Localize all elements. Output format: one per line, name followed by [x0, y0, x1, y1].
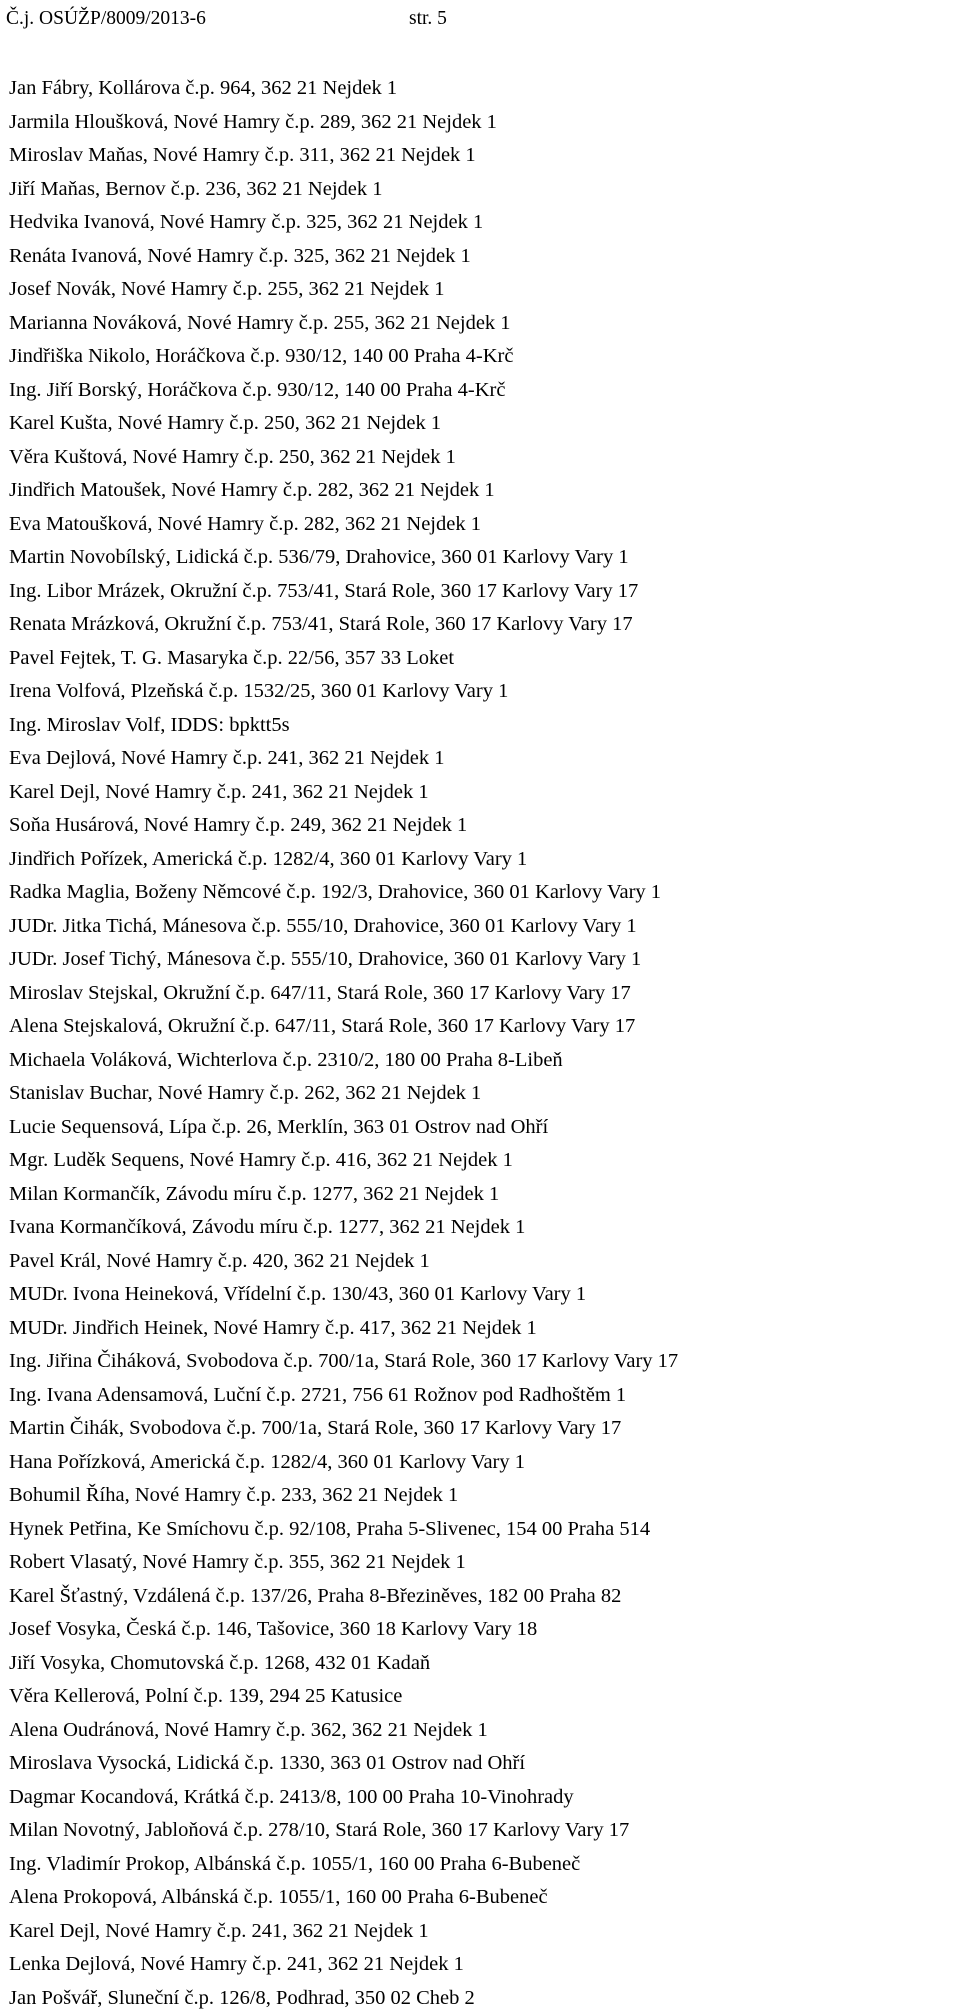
recipient-entry: Alena Prokopová, Albánská č.p. 1055/1, 160 00 Praha 6-Bubeneč [9, 1881, 954, 1915]
recipient-entry: Ivana Kormančíková, Závodu míru č.p. 1277, 362 21 Nejdek 1 [9, 1211, 954, 1245]
recipient-entry: Mgr. Luděk Sequens, Nové Hamry č.p. 416, 362 21 Nejdek 1 [9, 1144, 954, 1178]
recipient-entry: Věra Kellerová, Polní č.p. 139, 294 25 Katusice [9, 1680, 954, 1714]
recipient-entry: Jiří Vosyka, Chomutovská č.p. 1268, 432 01 Kadaň [9, 1647, 954, 1681]
recipient-entry: Ing. Ivana Adensamová, Luční č.p. 2721, 756 61 Rožnov pod Radhoštěm 1 [9, 1379, 954, 1413]
recipient-entry: Jan Pošvář, Sluneční č.p. 126/8, Podhrad, 350 02 Cheb 2 [9, 1982, 954, 2015]
recipient-entry: Lenka Dejlová, Nové Hamry č.p. 241, 362 21 Nejdek 1 [9, 1948, 954, 1982]
recipient-entry: Robert Vlasatý, Nové Hamry č.p. 355, 362 21 Nejdek 1 [9, 1546, 954, 1580]
recipient-entry: Milan Novotný, Jabloňová č.p. 278/10, Stará Role, 360 17 Karlovy Vary 17 [9, 1814, 954, 1848]
recipient-entry: Karel Dejl, Nové Hamry č.p. 241, 362 21 Nejdek 1 [9, 1915, 954, 1949]
recipient-entry: Pavel Král, Nové Hamry č.p. 420, 362 21 Nejdek 1 [9, 1245, 954, 1279]
recipient-entry: Ing. Miroslav Volf, IDDS: bpktt5s [9, 709, 954, 743]
recipient-entry: Milan Kormančík, Závodu míru č.p. 1277, 362 21 Nejdek 1 [9, 1178, 954, 1212]
recipient-entry: Martin Čihák, Svobodova č.p. 700/1a, Stará Role, 360 17 Karlovy Vary 17 [9, 1412, 954, 1446]
recipient-entry: Stanislav Buchar, Nové Hamry č.p. 262, 362 21 Nejdek 1 [9, 1077, 954, 1111]
recipient-entry: Ing. Jiřina Čiháková, Svobodova č.p. 700/1a, Stará Role, 360 17 Karlovy Vary 17 [9, 1345, 954, 1379]
recipient-entry: Jindřiška Nikolo, Horáčkova č.p. 930/12, 140 00 Praha 4-Krč [9, 340, 954, 374]
recipient-entry: Martin Novobílský, Lidická č.p. 536/79, Drahovice, 360 01 Karlovy Vary 1 [9, 541, 954, 575]
recipient-entry: Renáta Ivanová, Nové Hamry č.p. 325, 362 21 Nejdek 1 [9, 240, 954, 274]
recipient-entry: Alena Stejskalová, Okružní č.p. 647/11, Stará Role, 360 17 Karlovy Vary 17 [9, 1010, 954, 1044]
page-number: str. 5 [409, 6, 447, 32]
recipient-entry: Lucie Sequensová, Lípa č.p. 26, Merklín, 363 01 Ostrov nad Ohří [9, 1111, 954, 1145]
recipient-entry: Marianna Nováková, Nové Hamry č.p. 255, 362 21 Nejdek 1 [9, 307, 954, 341]
recipient-entry: Alena Oudránová, Nové Hamry č.p. 362, 362 21 Nejdek 1 [9, 1714, 954, 1748]
recipient-entry: Josef Novák, Nové Hamry č.p. 255, 362 21 Nejdek 1 [9, 273, 954, 307]
recipient-entry: Karel Dejl, Nové Hamry č.p. 241, 362 21 Nejdek 1 [9, 776, 954, 810]
recipient-entry: Miroslav Maňas, Nové Hamry č.p. 311, 362 21 Nejdek 1 [9, 139, 954, 173]
recipient-entry: Jiří Maňas, Bernov č.p. 236, 362 21 Nejdek 1 [9, 173, 954, 207]
recipient-entry: Karel Kušta, Nové Hamry č.p. 250, 362 21 Nejdek 1 [9, 407, 954, 441]
recipient-entry: Radka Maglia, Boženy Němcové č.p. 192/3, Drahovice, 360 01 Karlovy Vary 1 [9, 876, 954, 910]
recipient-entry: Hedvika Ivanová, Nové Hamry č.p. 325, 362 21 Nejdek 1 [9, 206, 954, 240]
recipient-entry: Renata Mrázková, Okružní č.p. 753/41, Stará Role, 360 17 Karlovy Vary 17 [9, 608, 954, 642]
recipient-list [9, 72, 954, 2015]
recipient-entry: Irena Volfová, Plzeňská č.p. 1532/25, 360 01 Karlovy Vary 1 [9, 675, 954, 709]
recipient-entry: MUDr. Ivona Heineková, Vřídelní č.p. 130/43, 360 01 Karlovy Vary 1 [9, 1278, 954, 1312]
recipient-entry: Hana Pořízková, Americká č.p. 1282/4, 360 01 Karlovy Vary 1 [9, 1446, 954, 1480]
recipient-entry: Bohumil Říha, Nové Hamry č.p. 233, 362 21 Nejdek 1 [9, 1479, 954, 1513]
recipient-entry: Eva Matoušková, Nové Hamry č.p. 282, 362 21 Nejdek 1 [9, 508, 954, 542]
recipient-entry: Jindřich Matoušek, Nové Hamry č.p. 282, 362 21 Nejdek 1 [9, 474, 954, 508]
recipient-entry: MUDr. Jindřich Heinek, Nové Hamry č.p. 417, 362 21 Nejdek 1 [9, 1312, 954, 1346]
recipient-entry: Dagmar Kocandová, Krátká č.p. 2413/8, 100 00 Praha 10-Vinohrady [9, 1781, 954, 1815]
recipient-entry: Karel Šťastný, Vzdálená č.p. 137/26, Praha 8-Březiněves, 182 00 Praha 82 [9, 1580, 954, 1614]
recipient-entry: Michaela Voláková, Wichterlova č.p. 2310/2, 180 00 Praha 8-Libeň [9, 1044, 954, 1078]
recipient-entry: Miroslava Vysocká, Lidická č.p. 1330, 363 01 Ostrov nad Ohří [9, 1747, 954, 1781]
recipient-entry: Pavel Fejtek, T. G. Masaryka č.p. 22/56, 357 33 Loket [9, 642, 954, 676]
document-reference: Č.j. OSÚŽP/8009/2013-6 [6, 6, 206, 32]
recipient-entry: Věra Kuštová, Nové Hamry č.p. 250, 362 21 Nejdek 1 [9, 441, 954, 475]
recipient-entry: Ing. Vladimír Prokop, Albánská č.p. 1055/1, 160 00 Praha 6-Bubeneč [9, 1848, 954, 1882]
recipient-entry: Soňa Husárová, Nové Hamry č.p. 249, 362 21 Nejdek 1 [9, 809, 954, 843]
recipient-entry: JUDr. Jitka Tichá, Mánesova č.p. 555/10, Drahovice, 360 01 Karlovy Vary 1 [9, 910, 954, 944]
recipient-entry: Jindřich Pořízek, Americká č.p. 1282/4, 360 01 Karlovy Vary 1 [9, 843, 954, 877]
recipient-entry: Miroslav Stejskal, Okružní č.p. 647/11, Stará Role, 360 17 Karlovy Vary 17 [9, 977, 954, 1011]
recipient-entry: Jan Fábry, Kollárova č.p. 964, 362 21 Nejdek 1 [9, 72, 954, 106]
recipient-entry: Ing. Libor Mrázek, Okružní č.p. 753/41, Stará Role, 360 17 Karlovy Vary 17 [9, 575, 954, 609]
recipient-entry: JUDr. Josef Tichý, Mánesova č.p. 555/10, Drahovice, 360 01 Karlovy Vary 1 [9, 943, 954, 977]
page-header [6, 6, 946, 32]
recipient-entry: Jarmila Hloušková, Nové Hamry č.p. 289, 362 21 Nejdek 1 [9, 106, 954, 140]
recipient-entry: Josef Vosyka, Česká č.p. 146, Tašovice, 360 18 Karlovy Vary 18 [9, 1613, 954, 1647]
recipient-entry: Ing. Jiří Borský, Horáčkova č.p. 930/12, 140 00 Praha 4-Krč [9, 374, 954, 408]
recipient-entry: Eva Dejlová, Nové Hamry č.p. 241, 362 21 Nejdek 1 [9, 742, 954, 776]
recipient-entry: Hynek Petřina, Ke Smíchovu č.p. 92/108, Praha 5-Slivenec, 154 00 Praha 514 [9, 1513, 954, 1547]
